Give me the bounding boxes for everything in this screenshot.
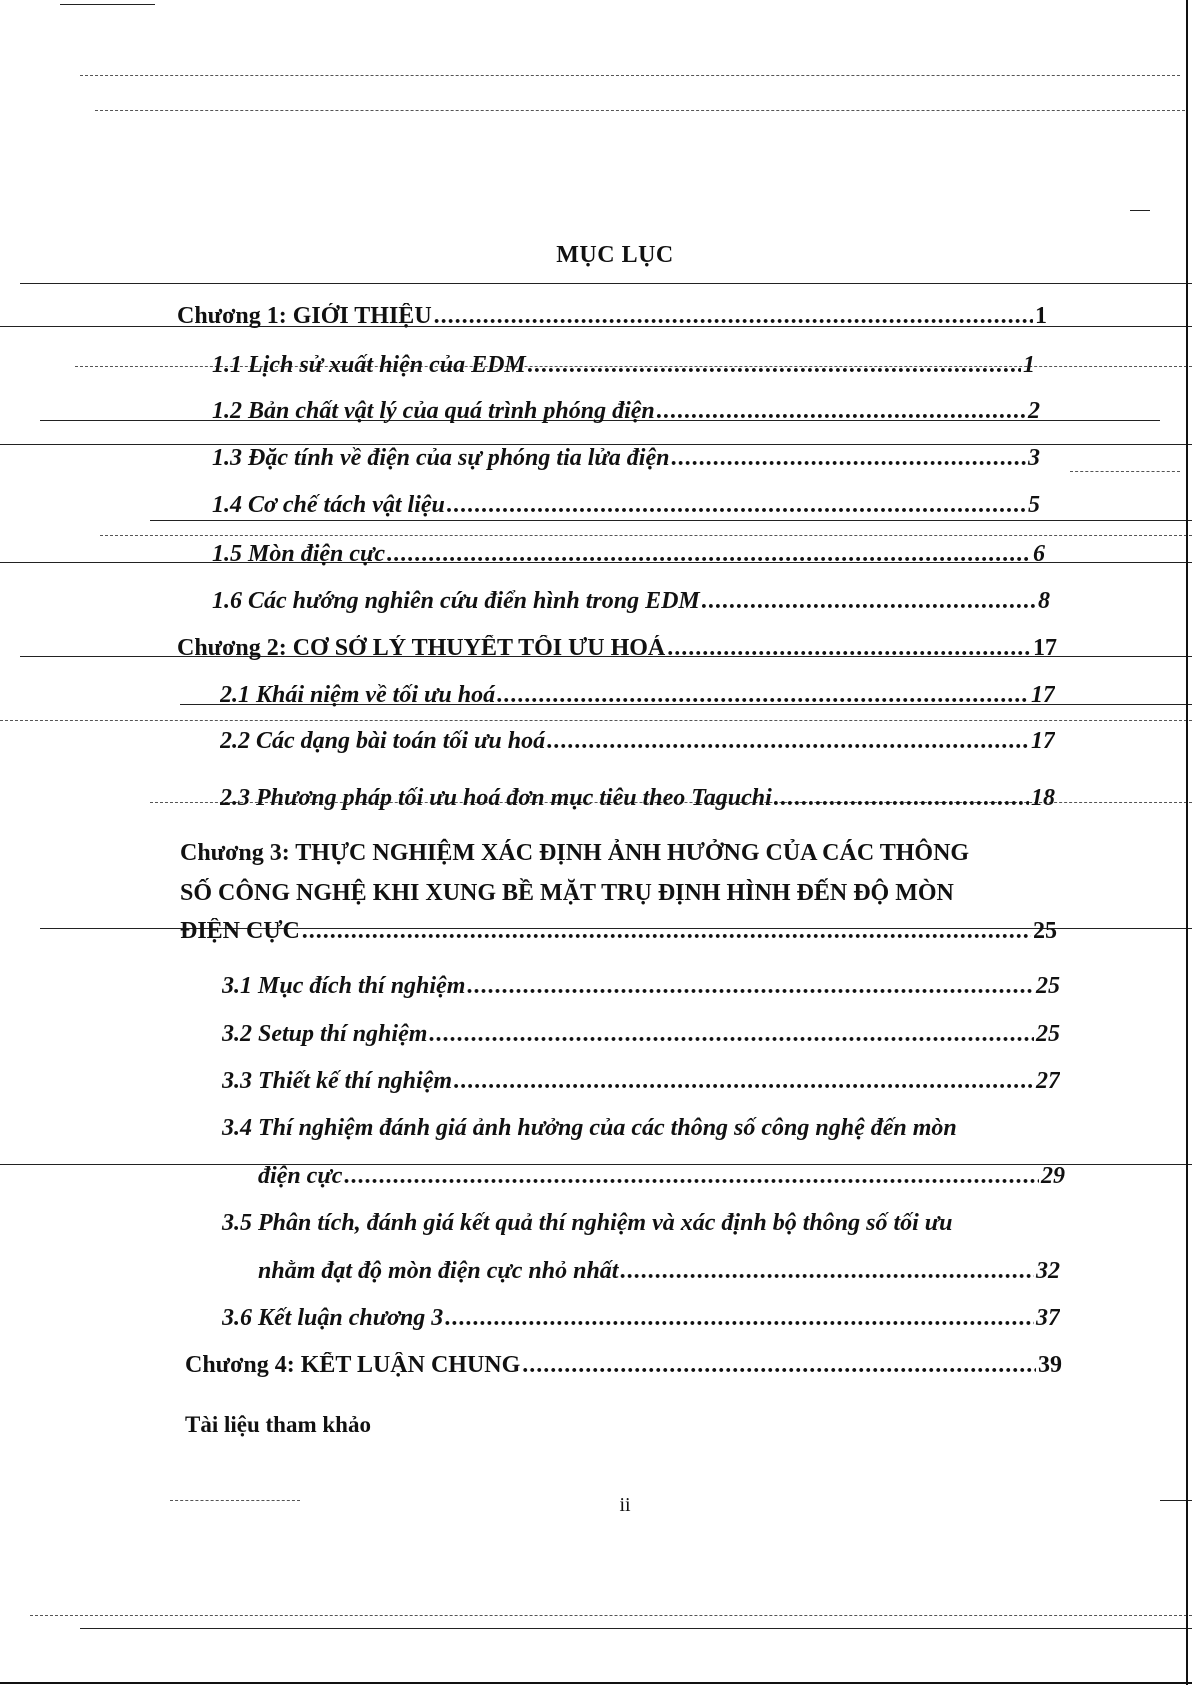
toc-entry-references: Tài liệu tham khảo (185, 1412, 371, 1437)
scan-line (150, 520, 1192, 521)
scan-line (30, 1615, 1192, 1616)
page-title: MỤC LỤC (556, 242, 674, 268)
toc-entry-section-3-5-line-1: 3.5 Phân tích, đánh giá kết quả thí nghiệm và xác định bộ thông số tối ưu (222, 1210, 953, 1236)
toc-entry-chapter-3-line-2: SỐ CÔNG NGHỆ KHI XUNG BỀ MẶT TRỤ ĐỊNH HÌNH ĐẾN ĐỘ MÒN (180, 880, 954, 906)
toc-entry-label: Chương 4: KẾT LUẬN CHUNG (185, 1352, 521, 1378)
toc-entry-label: 1.1 Lịch sử xuất hiện của EDM (212, 352, 526, 378)
toc-entry-chapter-2 (177, 635, 1057, 662)
toc-leader-dots (671, 445, 1026, 472)
toc-entry-label: Chương 2: CƠ SỞ LÝ THUYẾT TỐI ƯU HOÁ (177, 635, 666, 661)
toc-entry-label: nhằm đạt độ mòn điện cực nhỏ nhất (258, 1258, 619, 1284)
scan-line (20, 283, 1192, 284)
toc-entry-chapter-3 (180, 918, 1057, 945)
toc-page-number: 25 (1033, 918, 1057, 944)
toc-page-number: 18 (1031, 785, 1055, 811)
toc-entry-label: 2.2 Các dạng bài toán tối ưu hoá (220, 728, 546, 754)
toc-entry-section-1-6 (212, 588, 1050, 615)
toc-page-number: 29 (1041, 1163, 1065, 1189)
toc-entry-label: 2.3 Phương pháp tối ưu hoá đơn mục tiêu theo Taguchi (220, 785, 772, 811)
toc-page-number: 1 (1023, 352, 1035, 378)
toc-entry-section-3-4-line-1: 3.4 Thí nghiệm đánh giá ảnh hưởng của các thông số công nghệ đến mòn (222, 1115, 957, 1141)
toc-page-number: 6 (1033, 541, 1045, 567)
toc-entry-section-2-1 (220, 682, 1055, 709)
scan-line (80, 1628, 1192, 1629)
page-number-footer: ii (619, 1494, 631, 1516)
toc-entry-chapter-1 (177, 303, 1047, 330)
toc-entry-section-1-1 (212, 352, 1035, 379)
toc-entry-label: 3.1 Mục đích thí nghiệm (222, 973, 466, 999)
toc-entry-label: 1.5 Mòn điện cực (212, 541, 386, 567)
scan-line (0, 1682, 1192, 1684)
toc-entry-label: 1.2 Bản chất vật lý của quá trình phóng điện (212, 398, 655, 424)
toc-page-number: 3 (1028, 445, 1040, 471)
toc-page-number: 5 (1028, 492, 1040, 518)
toc-page-number: 37 (1036, 1305, 1060, 1331)
toc-page-number: 39 (1038, 1352, 1062, 1378)
toc-page-number: 17 (1031, 728, 1055, 754)
toc-entry-chapter-3-line-1: Chương 3: THỰC NGHIỆM XÁC ĐỊNH ẢNH HƯỞNG CỦA CÁC THÔNG (180, 840, 970, 866)
toc-entry-chapter-4 (185, 1352, 1062, 1379)
toc-entry-label: điện cực (258, 1163, 343, 1189)
toc-entry-section-3-1 (222, 973, 1060, 1000)
toc-leader-dots (434, 303, 1033, 330)
toc-leader-dots (547, 728, 1029, 755)
toc-leader-dots (429, 1021, 1034, 1048)
toc-entry-label: 3.3 Thiết kế thí nghiệm (222, 1068, 453, 1094)
toc-leader-dots (454, 1068, 1034, 1095)
toc-leader-dots (445, 1305, 1034, 1332)
toc-leader-dots (344, 1163, 1039, 1190)
toc-entry-section-1-5 (212, 541, 1045, 568)
toc-page-number: 17 (1031, 682, 1055, 708)
toc-entry-section-2-2 (220, 728, 1055, 755)
toc-entry-section-1-3 (212, 445, 1040, 472)
toc-leader-dots (774, 785, 1029, 812)
toc-leader-dots (702, 588, 1036, 615)
toc-page-number: 2 (1028, 398, 1040, 424)
scan-line (1070, 471, 1180, 472)
scan-line (60, 4, 155, 5)
scan-line (0, 720, 1192, 721)
toc-entry-label: 2.1 Khái niệm về tối ưu hoá (220, 682, 496, 708)
scan-line (1130, 210, 1150, 211)
toc-leader-dots (667, 635, 1031, 662)
toc-entry-label: 1.3 Đặc tính về điện của sự phóng tia lửa điện (212, 445, 670, 471)
toc-entry-section-3-4 (258, 1163, 1065, 1190)
toc-entry-section-1-2 (212, 398, 1040, 425)
toc-entry-label: Chương 1: GIỚI THIỆU (177, 303, 432, 329)
toc-page-number: 17 (1033, 635, 1057, 661)
toc-page-number: 25 (1036, 973, 1060, 999)
toc-leader-dots (467, 973, 1034, 1000)
toc-entry-label: 1.6 Các hướng nghiên cứu điển hình trong EDM (212, 588, 700, 614)
toc-leader-dots (302, 918, 1031, 945)
toc-page-number: 27 (1036, 1068, 1060, 1094)
toc-entry-label: 3.2 Setup thí nghiệm (222, 1021, 428, 1047)
toc-leader-dots (387, 541, 1031, 568)
toc-entry-label: 3.6 Kết luận chương 3 (222, 1305, 444, 1331)
toc-entry-section-3-5 (258, 1258, 1060, 1285)
toc-leader-dots (447, 492, 1026, 519)
toc-leader-dots (620, 1258, 1034, 1285)
toc-entry-label: ĐIỆN CỰC (180, 918, 300, 944)
toc-leader-dots (657, 398, 1026, 425)
toc-page-number: 8 (1038, 588, 1050, 614)
toc-entry-section-2-3 (220, 785, 1055, 812)
toc-entry-section-3-6 (222, 1305, 1060, 1332)
toc-page-number: 32 (1036, 1258, 1060, 1284)
toc-page-number: 1 (1035, 303, 1047, 329)
scan-line (80, 75, 1180, 76)
scan-line (100, 535, 1192, 536)
toc-leader-dots (497, 682, 1029, 709)
toc-entry-section-1-4 (212, 492, 1040, 519)
toc-leader-dots (528, 352, 1021, 379)
toc-entry-section-3-2 (222, 1021, 1060, 1048)
toc-leader-dots (522, 1352, 1036, 1379)
toc-entry-section-3-3 (222, 1068, 1060, 1095)
toc-entry-label: 1.4 Cơ chế tách vật liệu (212, 492, 445, 518)
scan-line (95, 110, 1185, 111)
toc-page-number: 25 (1036, 1021, 1060, 1047)
